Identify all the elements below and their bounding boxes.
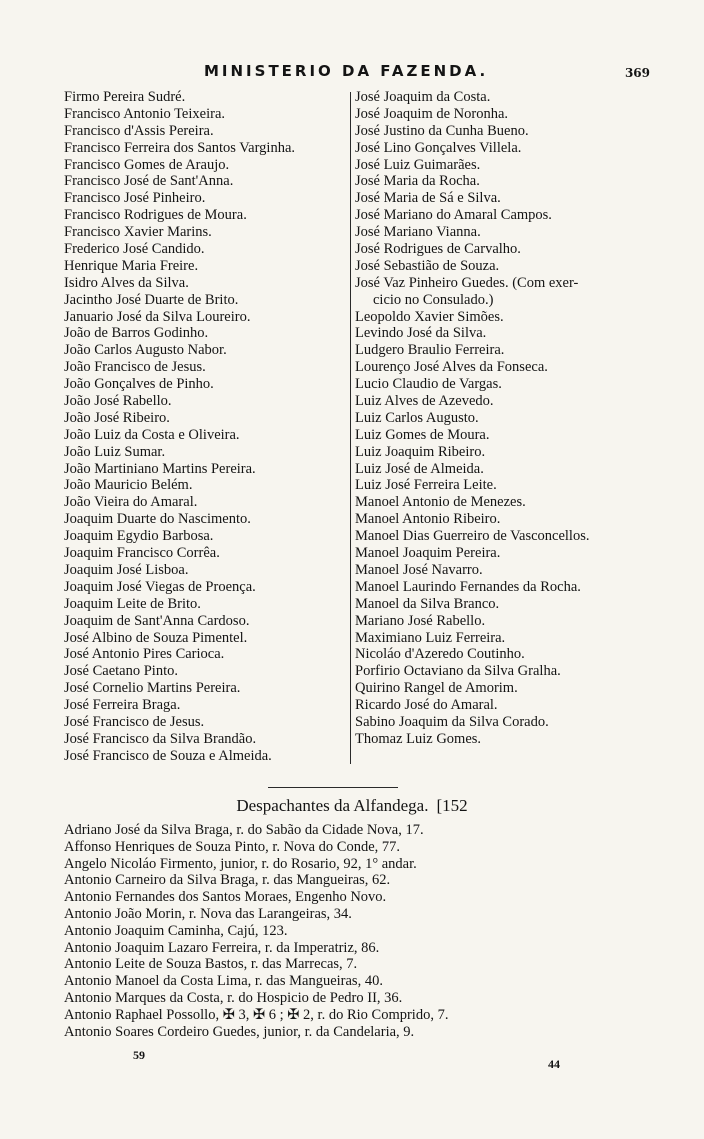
name-entry: Francisco Ferreira dos Santos Varginha. [64, 139, 296, 156]
name-entry: José Lino Gonçalves Villela. [355, 139, 522, 156]
name-entry: Luiz Joaquim Ribeiro. [355, 443, 486, 460]
page-number: 369 [624, 66, 650, 80]
despachante-entry: Antonio Carneiro da Silva Braga, r. das Mangueiras, 62. [64, 872, 391, 889]
name-entry: Manoel Antonio de Menezes. [355, 494, 526, 511]
name-entry: Joaquim Francisco Corrêa. [64, 545, 220, 562]
name-entry: João Martiniano Martins Pereira. [64, 460, 256, 477]
name-entry: Maximiano Luiz Ferreira. [355, 629, 506, 646]
despachante-entry: Adriano José da Silva Braga, r. do Sabão da Cidade Nova, 17. [64, 822, 424, 838]
name-entry: José Francisco de Souza e Almeida. [64, 747, 272, 764]
right-column [355, 89, 654, 748]
footer-signature: 59 [133, 1048, 145, 1062]
name-entry: José Maria de Sá e Silva. [355, 190, 501, 207]
name-entry: Quirino Rangel de Amorim. [355, 680, 518, 697]
name-entry: José Albino de Souza Pimentel. [64, 629, 248, 646]
name-entry: Joaquim de Sant'Anna Cardoso. [64, 612, 250, 629]
despachante-entry: Antonio Joaquim Caminha, Cajú, 123. [64, 922, 288, 939]
column-divider [350, 92, 351, 764]
despachante-entry: Antonio Fernandes dos Santos Moraes, Engenho Novo. [64, 889, 387, 906]
name-entry: Manoel José Navarro. [355, 561, 483, 578]
name-entry: Francisco José de Sant'Anna. [64, 173, 234, 190]
despachante-entry: Antonio Soares Cordeiro Guedes, junior, r. da Candelaria, 9. [64, 1023, 415, 1040]
name-entry: José Cornelio Martins Pereira. [64, 680, 241, 697]
name-entry: Ricardo José do Amaral. [355, 697, 498, 714]
name-entry: João Francisco de Jesus. [64, 359, 206, 376]
section-rule [268, 787, 398, 788]
name-entry: Francisco d'Assis Pereira. [64, 122, 214, 139]
name-entry: João de Barros Godinho. [64, 325, 209, 342]
name-entry: Joaquim José Viegas de Proença. [64, 578, 256, 595]
despachante-entry: Affonso Henriques de Souza Pinto, r. Nova do Conde, 77. [64, 838, 401, 855]
name-entry: José Caetano Pinto. [64, 663, 178, 680]
name-entry: Thomaz Luiz Gomes. [355, 730, 482, 747]
name-entry: João Mauricio Belém. [64, 477, 193, 494]
name-entry: Mariano José Rabello. [355, 612, 486, 629]
name-entry: João Luiz da Costa e Oliveira. [64, 426, 240, 443]
name-entry: Sabino Joaquim da Silva Corado. [355, 713, 549, 730]
name-entry: João José Ribeiro. [64, 409, 170, 426]
despachante-entry: Antonio João Morin, r. Nova das Larangeiras, 34. [64, 905, 352, 922]
page-header [64, 62, 650, 84]
name-entry: José Sebastião de Souza. [355, 257, 500, 274]
name-entry: Francisco Gomes de Araujo. [64, 156, 230, 173]
name-entry: Firmo Pereira Sudré. [64, 89, 186, 105]
section-heading [0, 796, 704, 816]
name-entry: Lourenço José Alves da Fonseca. [355, 359, 548, 376]
name-entry: Luiz Carlos Augusto. [355, 409, 479, 426]
name-entry: Lucio Claudio de Vargas. [355, 376, 502, 393]
name-entry: Joaquim Leite de Brito. [64, 595, 201, 612]
name-entry: José Francisco da Silva Brandão. [64, 730, 257, 747]
name-entry: João Vieira do Amaral. [64, 494, 198, 511]
name-entry: José Joaquim de Noronha. [355, 105, 509, 122]
despachante-entry: Antonio Marques da Costa, r. do Hospicio de Pedro II, 36. [64, 989, 403, 1006]
despachante-entry: Antonio Joaquim Lazaro Ferreira, r. da Imperatriz, 86. [64, 939, 380, 956]
name-entry: Nicoláo d'Azeredo Coutinho. [355, 646, 525, 663]
name-entry: José Antonio Pires Carioca. [64, 646, 225, 663]
name-entry: cicio no Consulado.) [373, 291, 494, 308]
despachante-entry: Angelo Nicoláo Firmento, junior, r. do Rosario, 92, 1° andar. [64, 855, 417, 872]
name-entry: João Carlos Augusto Nabor. [64, 342, 227, 359]
name-entry: Jacintho José Duarte de Brito. [64, 291, 239, 308]
name-entry: João José Rabello. [64, 393, 172, 410]
left-column [64, 89, 348, 765]
name-entry: Luiz José de Almeida. [355, 460, 484, 477]
name-entry: Ludgero Braulio Ferreira. [355, 342, 505, 359]
name-entry: Henrique Maria Freire. [64, 257, 199, 274]
name-entry: João Luiz Sumar. [64, 443, 166, 460]
name-entry: Joaquim Duarte do Nascimento. [64, 511, 251, 528]
name-entry: Isidro Alves da Silva. [64, 274, 189, 291]
name-entry: José Justino da Cunha Bueno. [355, 122, 529, 139]
despachante-entry: Antonio Leite de Souza Bastos, r. das Marrecas, 7. [64, 956, 358, 973]
name-entry: Frederico José Candido. [64, 241, 205, 258]
name-entry: Manoel Laurindo Fernandes da Rocha. [355, 578, 581, 595]
despachante-entry: Antonio Raphael Possollo, ✠ 3, ✠ 6 ; ✠ 2, r. do Rio Comprido, 7. [64, 1006, 449, 1023]
name-entry: José Joaquim da Costa. [355, 89, 491, 105]
name-entry: Joaquim José Lisboa. [64, 561, 189, 578]
name-entry: Manoel da Silva Branco. [355, 595, 500, 612]
name-entry: Luiz Alves de Azevedo. [355, 393, 494, 410]
name-entry: José Maria da Rocha. [355, 173, 480, 190]
page-title: MINISTERIO DA FAZENDA. [204, 62, 489, 80]
name-entry: Manoel Joaquim Pereira. [355, 545, 501, 562]
name-entry: Manoel Dias Guerreiro de Vasconcellos. [355, 528, 590, 545]
name-entry: Francisco Xavier Marins. [64, 224, 212, 241]
name-entry: José Mariano Vianna. [355, 224, 481, 241]
name-entry: Januario José da Silva Loureiro. [64, 308, 251, 325]
name-entry: João Gonçalves de Pinho. [64, 376, 214, 393]
name-entry: Manoel Antonio Ribeiro. [355, 511, 501, 528]
name-entry: José Luiz Guimarães. [355, 156, 481, 173]
name-entry: José Ferreira Braga. [64, 697, 181, 714]
name-entry: Luiz José Ferreira Leite. [355, 477, 497, 494]
name-entry: José Mariano do Amaral Campos. [355, 207, 552, 224]
name-entry: Levindo José da Silva. [355, 325, 487, 342]
despachantes-list [64, 822, 664, 1040]
name-entry: José Francisco de Jesus. [64, 713, 205, 730]
section-title: Despachantes da Alfandega. [236, 796, 429, 815]
section-count: [152 [436, 796, 468, 815]
name-entry: Joaquim Egydio Barbosa. [64, 528, 214, 545]
name-entry: Leopoldo Xavier Simões. [355, 308, 504, 325]
despachante-entry: Antonio Manoel da Costa Lima, r. das Mangueiras, 40. [64, 973, 383, 990]
name-entry: Francisco Rodrigues de Moura. [64, 207, 247, 224]
name-entry: Francisco Antonio Teixeira. [64, 105, 226, 122]
name-entry: Luiz Gomes de Moura. [355, 426, 490, 443]
name-entry: José Vaz Pinheiro Guedes. (Com exer- [355, 274, 579, 291]
name-entry: Francisco José Pinheiro. [64, 190, 206, 207]
footer-mark: 44 [548, 1057, 560, 1071]
name-entry: Porfirio Octaviano da Silva Gralha. [355, 663, 561, 680]
name-entry: José Rodrigues de Carvalho. [355, 241, 521, 258]
